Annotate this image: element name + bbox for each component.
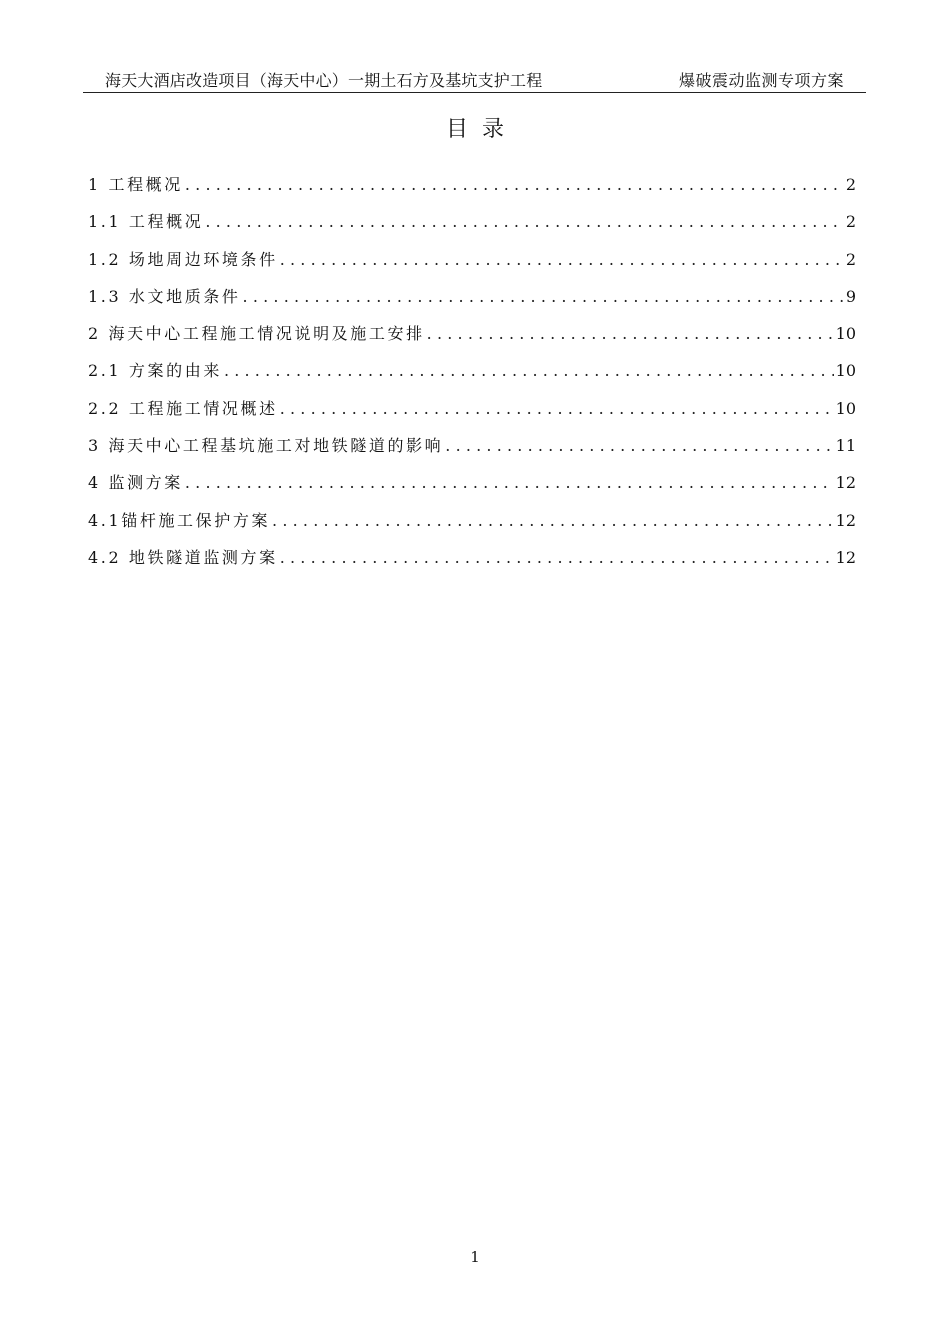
toc-entry-label: 2.2 工程施工情况概述	[88, 398, 278, 418]
toc-entry-label: 2.1 方案的由来	[88, 361, 222, 381]
toc-entry-page: 11	[835, 436, 856, 456]
toc-entry[interactable]	[88, 396, 856, 433]
table-of-contents	[88, 172, 856, 582]
toc-leader-dots	[205, 212, 843, 231]
toc-entry-label: 1.1 工程概况	[88, 212, 204, 232]
toc-leader-dots	[224, 361, 834, 380]
toc-leader-dots	[185, 473, 834, 492]
page-number: 1	[470, 1248, 480, 1266]
toc-entry-page: 2	[845, 175, 856, 194]
toc-entry-label: 4.2 地铁隧道监测方案	[88, 547, 278, 567]
toc-entry-label: 2 海天中心工程施工情况说明及施工安排	[88, 324, 425, 344]
page-header	[83, 64, 866, 93]
toc-entry[interactable]	[88, 508, 856, 545]
toc-entry-page: 12	[835, 547, 856, 567]
toc-entry-page: 9	[845, 286, 856, 306]
toc-entry-label: 3 海天中心工程基坑施工对地铁隧道的影响	[88, 436, 444, 456]
toc-entry-page: 10	[835, 398, 856, 418]
toc-entry-label: 1 工程概况	[88, 175, 183, 194]
toc-title: 目录	[445, 117, 518, 142]
toc-entry-label: 4 监测方案	[88, 473, 183, 493]
toc-entry[interactable]	[88, 433, 856, 470]
toc-leader-dots	[427, 324, 834, 343]
header-document-title: 爆破震动监测专项方案	[678, 71, 844, 90]
toc-entry[interactable]	[88, 358, 856, 395]
toc-leader-dots	[280, 250, 844, 269]
toc-entry[interactable]	[88, 545, 856, 582]
toc-entry[interactable]	[88, 172, 856, 209]
header-project-title: 海天大酒店改造项目（海天中心）一期土石方及基坑支护工程	[105, 71, 543, 90]
toc-entry[interactable]	[88, 209, 856, 246]
toc-entry[interactable]	[88, 284, 856, 321]
toc-entry-page: 10	[835, 361, 856, 381]
toc-entry-label: 1.3 水文地质条件	[88, 286, 241, 306]
toc-leader-dots	[445, 436, 833, 455]
toc-entry-label: 4.1锚杆施工保护方案	[88, 510, 271, 530]
toc-leader-dots	[185, 175, 844, 194]
toc-leader-dots	[280, 399, 834, 418]
toc-entry-page: 2	[845, 249, 856, 269]
toc-entry[interactable]	[88, 321, 856, 358]
toc-entry-page: 12	[835, 473, 856, 493]
toc-entry-page: 12	[835, 510, 856, 530]
toc-entry[interactable]	[88, 247, 856, 284]
toc-leader-dots	[280, 548, 834, 567]
toc-entry-page: 2	[845, 212, 856, 232]
toc-leader-dots	[243, 287, 844, 306]
toc-entry-label: 1.2 场地周边环境条件	[88, 249, 278, 269]
toc-entry[interactable]	[88, 470, 856, 507]
toc-leader-dots	[272, 511, 834, 530]
toc-entry-page: 10	[835, 324, 856, 344]
